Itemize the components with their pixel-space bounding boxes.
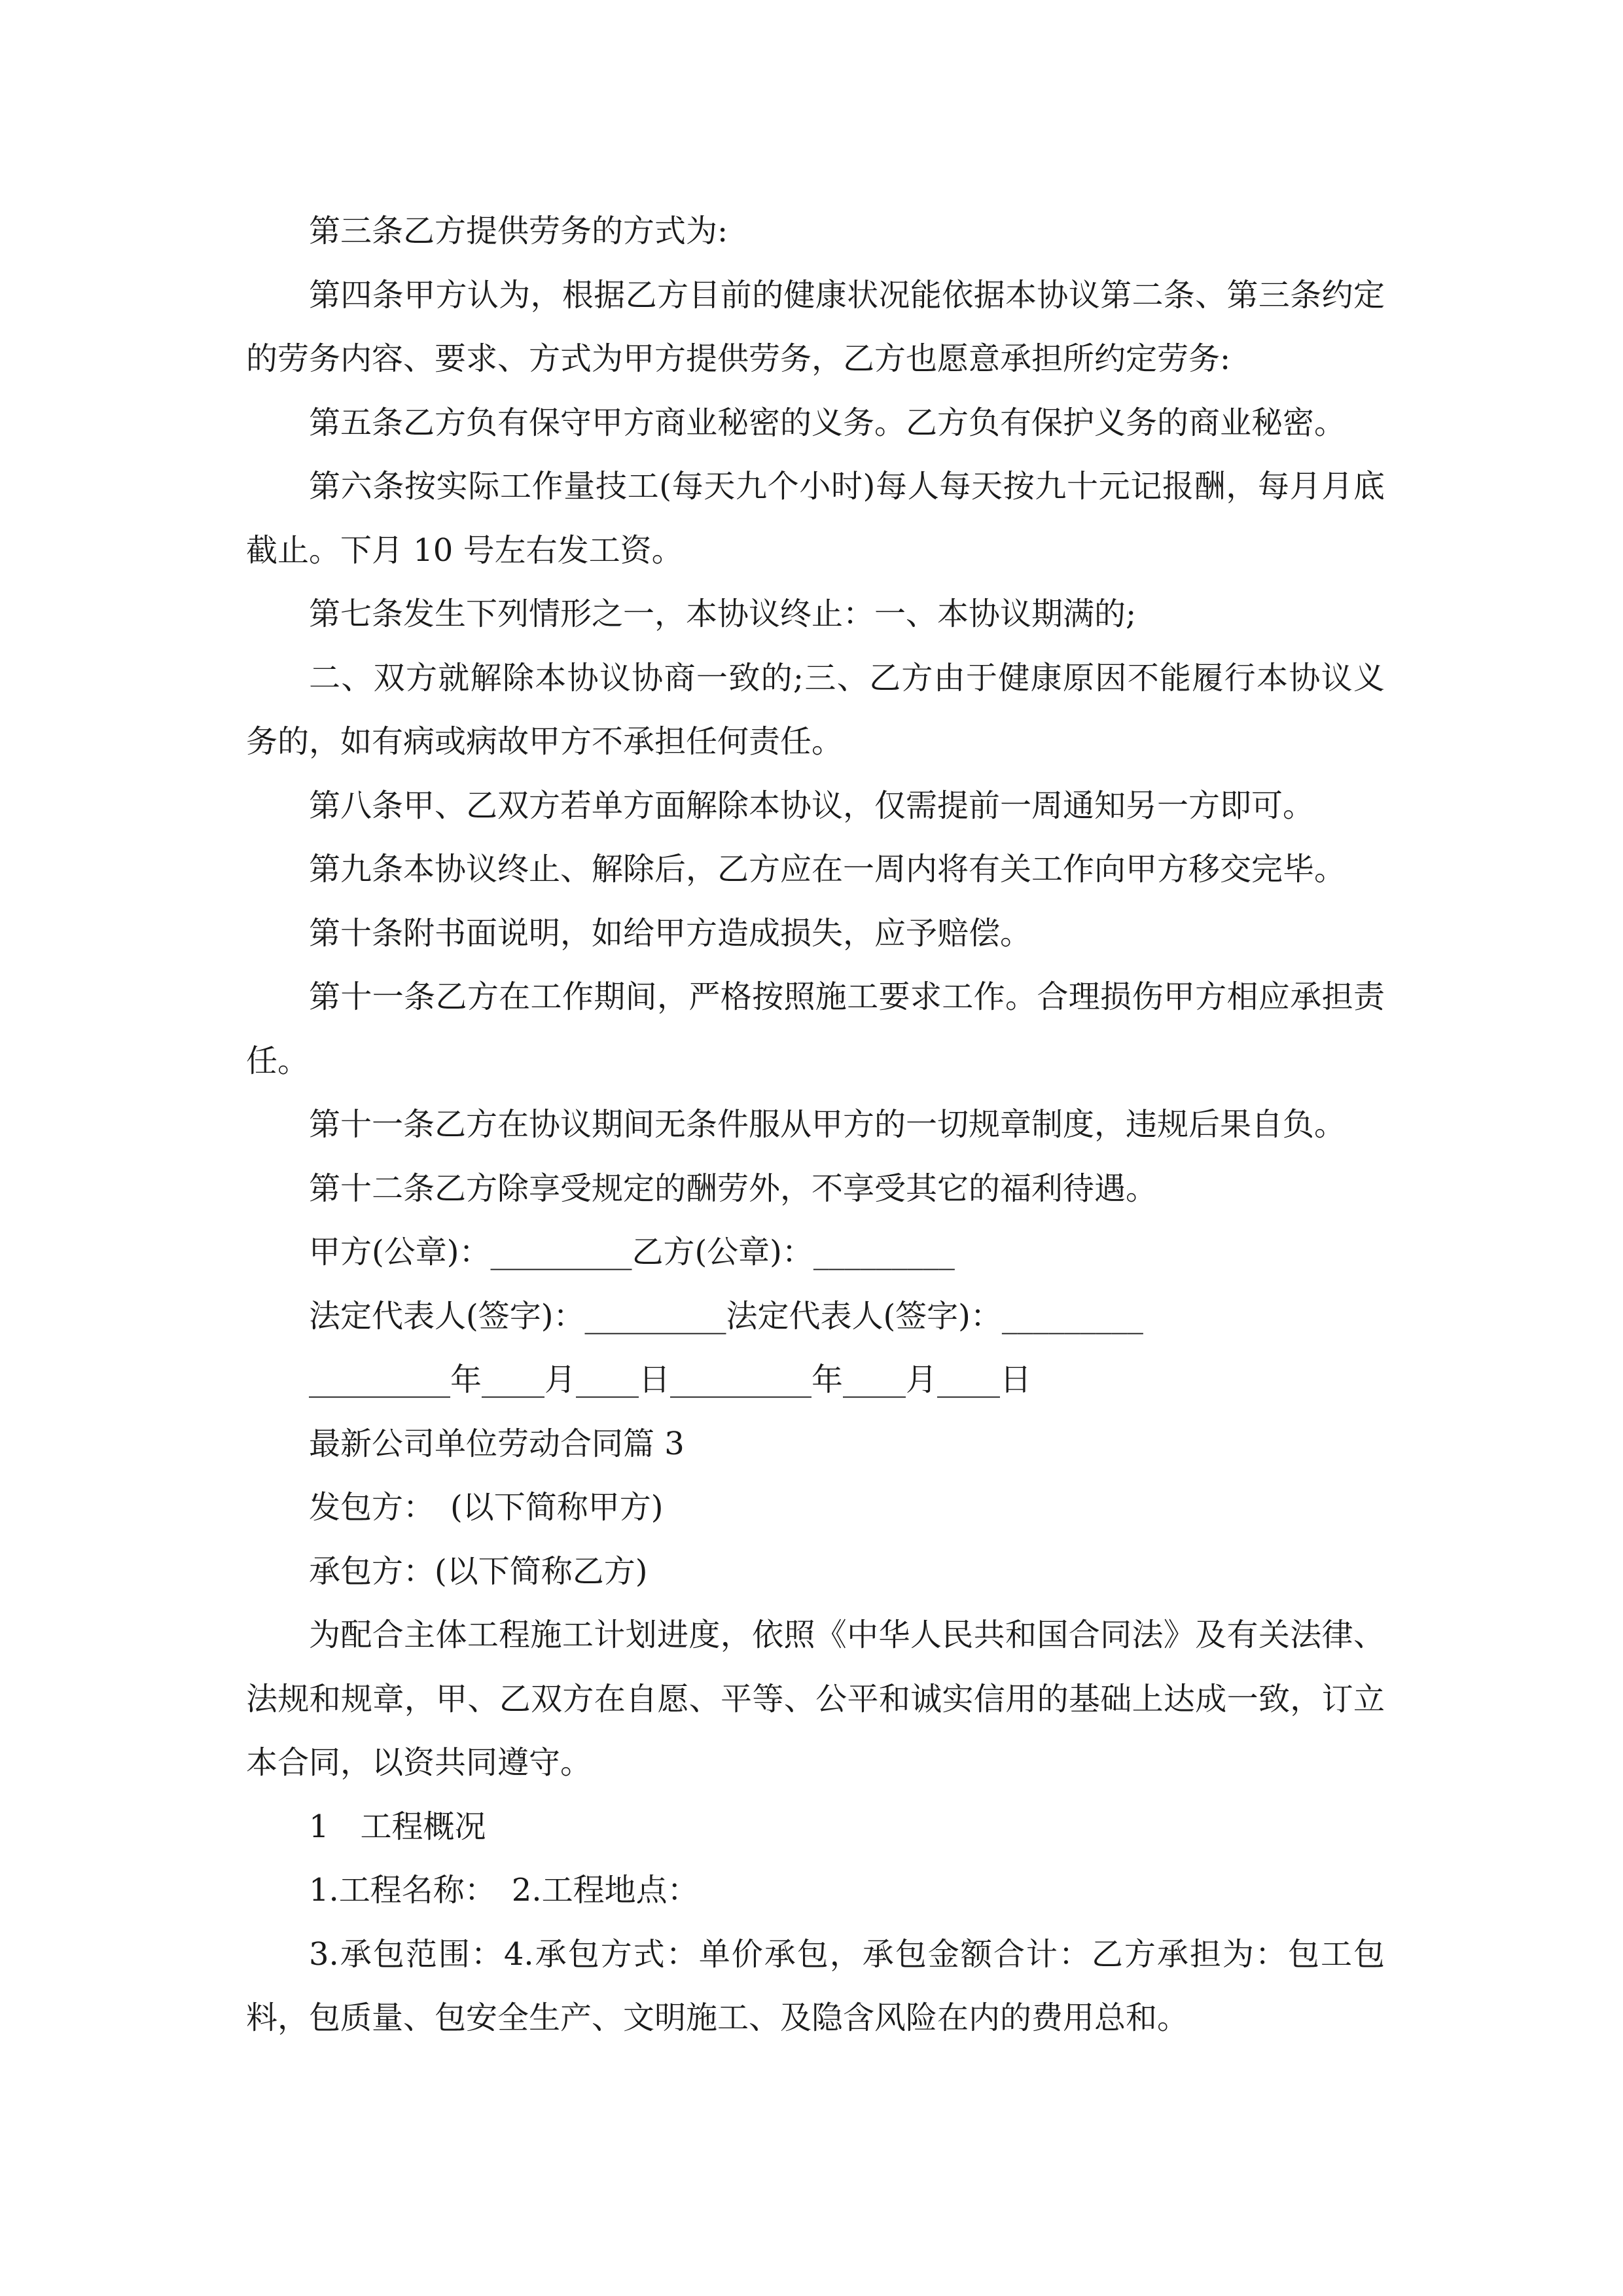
paragraph-preamble: 为配合主体工程施工计划进度，依照《中华人民共和国合同法》及有关法律、法规和规章，甲、乙双方在自愿、平等、公平和诚实信用的基础上达成一致，订立本合同，以资共同遵守。: [246, 1617, 1385, 1781]
paragraph-article-11b: 第十一条乙方在协议期间无条件服从甲方的一切规章制度，违规后果自负。: [309, 1106, 1346, 1143]
paragraph-article-7: 第七条发生下列情形之一，本协议终止：一、本协议期满的;: [309, 596, 1137, 632]
paragraph-article-11a: 第十一条乙方在工作期间，严格按照施工要求工作。合理损伤甲方相应承担责任。: [246, 978, 1385, 1079]
paragraph-article-3: 第三条乙方提供劳务的方式为:: [309, 213, 728, 249]
signature-date-line: _________年____月____日_________年____月____日: [309, 1361, 1032, 1398]
paragraph-article-4: 第四条甲方认为，根据乙方目前的健康状况能依据本协议第二条、第三条约定的劳务内容、要求、方式为甲方提供劳务，乙方也愿意承担所约定劳务:: [246, 276, 1385, 377]
party-contractor-issuer: 发包方： (以下简称甲方): [309, 1489, 664, 1526]
paragraph-article-7-continued: 二、双方就解除本协议协商一致的;三、乙方由于健康原因不能履行本协议义务的，如有病或病故甲方不承担任何责任。: [246, 659, 1385, 760]
clause-scope-method: 3.承包范围：4.承包方式：单价承包，承包金额合计：乙方承担为：包工包料，包质量、包安全生产、文明施工、及隐含风险在内的费用总和。: [246, 1935, 1385, 2036]
section-heading: 最新公司单位劳动合同篇 3: [309, 1425, 685, 1462]
signature-representative-line: 法定代表人(签字)：_________法定代表人(签字)：_________: [309, 1297, 1143, 1335]
paragraph-article-12: 第十二条乙方除享受规定的酬劳外，不享受其它的福利待遇。: [309, 1170, 1158, 1207]
clause-heading-project-overview: 1 工程概况: [309, 1808, 486, 1845]
paragraph-article-6: 第六条按实际工作量技工(每天九个小时)每人每天按九十元记报酬，每月月底截止。下月 10 号左右发工资。: [246, 468, 1385, 569]
party-contractor-receiver: 承包方：(以下简称乙方): [309, 1552, 648, 1590]
signature-seal-line: 甲方(公章)：_________乙方(公章)：_________: [309, 1234, 955, 1270]
paragraph-article-8: 第八条甲、乙双方若单方面解除本协议，仅需提前一周通知另一方即可。: [309, 787, 1315, 824]
paragraph-article-9: 第九条本协议终止、解除后，乙方应在一周内将有关工作向甲方移交完毕。: [309, 851, 1346, 888]
clause-project-name-location: 1.工程名称： 2.工程地点：: [309, 1872, 699, 1909]
paragraph-article-5: 第五条乙方负有保守甲方商业秘密的义务。乙方负有保护义务的商业秘密。: [309, 404, 1346, 441]
paragraph-article-10: 第十条附书面说明，如给甲方造成损失，应予赔偿。: [309, 914, 1032, 952]
document-body: [246, 200, 1385, 2051]
